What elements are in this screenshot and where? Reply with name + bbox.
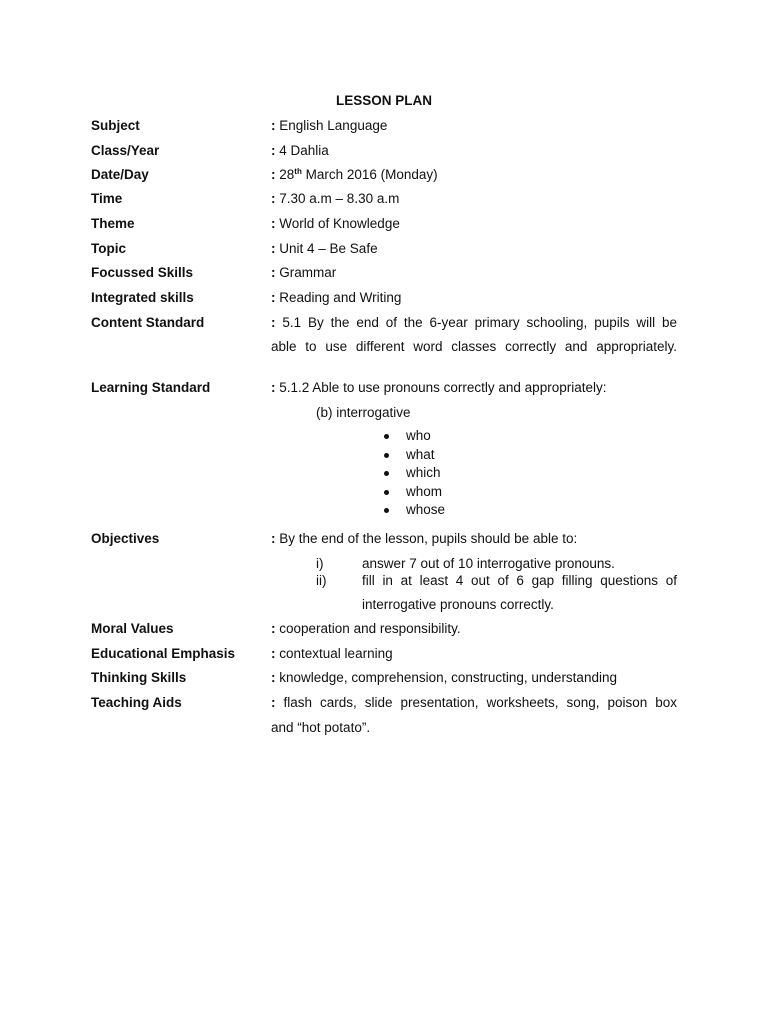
content-standard-line-2: able to use different word classes correctly and appropriately. — [271, 339, 677, 354]
topic-value — [271, 241, 378, 256]
list-item: who — [384, 427, 445, 446]
theme-label: Theme — [91, 216, 135, 231]
time-label: Time — [91, 191, 123, 206]
list-item: which — [384, 464, 445, 483]
integrated-skills-label: Integrated skills — [91, 290, 194, 305]
colon: : — [271, 531, 276, 546]
pronoun-list — [384, 427, 445, 520]
colon: : — [271, 143, 276, 158]
date-day-label: Date/Day — [91, 167, 149, 182]
colon: : — [271, 167, 276, 182]
moral-values-text: cooperation and responsibility. — [279, 621, 461, 636]
teaching-aids-line-2: and “hot potato”. — [271, 720, 371, 735]
objectives-value — [271, 531, 577, 546]
topic-label: Topic — [91, 241, 126, 256]
colon: : — [271, 670, 276, 685]
teaching-aids-text-1: flash cards, slide presentation, worksheets, song, poison box — [283, 695, 677, 710]
subject-value — [271, 118, 387, 133]
topic-text: Unit 4 – Be Safe — [279, 241, 378, 256]
colon: : — [271, 646, 276, 661]
objective-text-2: fill in at least 4 out of 6 gap filling questions of — [362, 573, 677, 588]
learning-standard-label: Learning Standard — [91, 380, 211, 395]
objective-number-1: i) — [316, 556, 324, 571]
objectives-text: By the end of the lesson, pupils should be able to: — [279, 531, 578, 546]
subject-label: Subject — [91, 118, 140, 133]
time-text: 7.30 a.m – 8.30 a.m — [279, 191, 400, 206]
theme-value — [271, 216, 400, 231]
objectives-label: Objectives — [91, 531, 160, 546]
colon: : — [271, 265, 276, 280]
thinking-skills-value — [271, 670, 617, 685]
colon: : — [271, 621, 276, 636]
list-item: whose — [384, 501, 445, 520]
educational-emphasis-text: contextual learning — [279, 646, 393, 661]
colon: : — [271, 191, 276, 206]
colon: : — [271, 290, 276, 305]
focussed-skills-value — [271, 265, 336, 280]
teaching-aids-label: Teaching Aids — [91, 695, 182, 710]
date-day-ordinal: th — [294, 167, 302, 176]
colon: : — [271, 380, 276, 395]
colon: : — [271, 241, 276, 256]
colon: : — [271, 118, 276, 133]
thinking-skills-label: Thinking Skills — [91, 670, 187, 685]
objective-text-1: answer 7 out of 10 interrogative pronouns. — [362, 556, 615, 571]
list-item: what — [384, 446, 445, 465]
content-standard-text-1: 5.1 By the end of the 6-year primary schooling, pupils will be — [282, 315, 677, 330]
educational-emphasis-value — [271, 646, 393, 661]
time-value — [271, 191, 399, 206]
focussed-skills-label: Focussed Skills — [91, 265, 194, 280]
list-item: whom — [384, 483, 445, 502]
moral-values-label: Moral Values — [91, 621, 174, 636]
theme-text: World of Knowledge — [279, 216, 400, 231]
objective-number-2: ii) — [316, 573, 327, 588]
colon: : — [271, 695, 276, 710]
content-standard-line-1 — [271, 315, 677, 330]
learning-standard-text: 5.1.2 Able to use pronouns correctly and appropriately: — [279, 380, 607, 395]
document-title: LESSON PLAN — [335, 93, 432, 108]
teaching-aids-line-1 — [271, 695, 677, 710]
subject-text: English Language — [279, 118, 388, 133]
colon: : — [271, 216, 276, 231]
learning-standard-sub: (b) interrogative — [316, 405, 411, 420]
date-day-rest: March 2016 (Monday) — [301, 167, 438, 182]
focussed-skills-text: Grammar — [279, 265, 337, 280]
colon: : — [271, 315, 276, 330]
moral-values-value — [271, 621, 461, 636]
learning-standard-value — [271, 380, 606, 395]
class-year-label: Class/Year — [91, 143, 160, 158]
date-day-value — [271, 167, 438, 182]
date-day-number: 28 — [279, 167, 295, 182]
class-year-value — [271, 143, 329, 158]
objective-text-2-cont: interrogative pronouns correctly. — [362, 597, 554, 612]
integrated-skills-value — [271, 290, 401, 305]
content-standard-label: Content Standard — [91, 315, 205, 330]
integrated-skills-text: Reading and Writing — [279, 290, 402, 305]
educational-emphasis-label: Educational Emphasis — [91, 646, 236, 661]
thinking-skills-text: knowledge, comprehension, constructing, understanding — [279, 670, 617, 685]
class-year-text: 4 Dahlia — [279, 143, 329, 158]
